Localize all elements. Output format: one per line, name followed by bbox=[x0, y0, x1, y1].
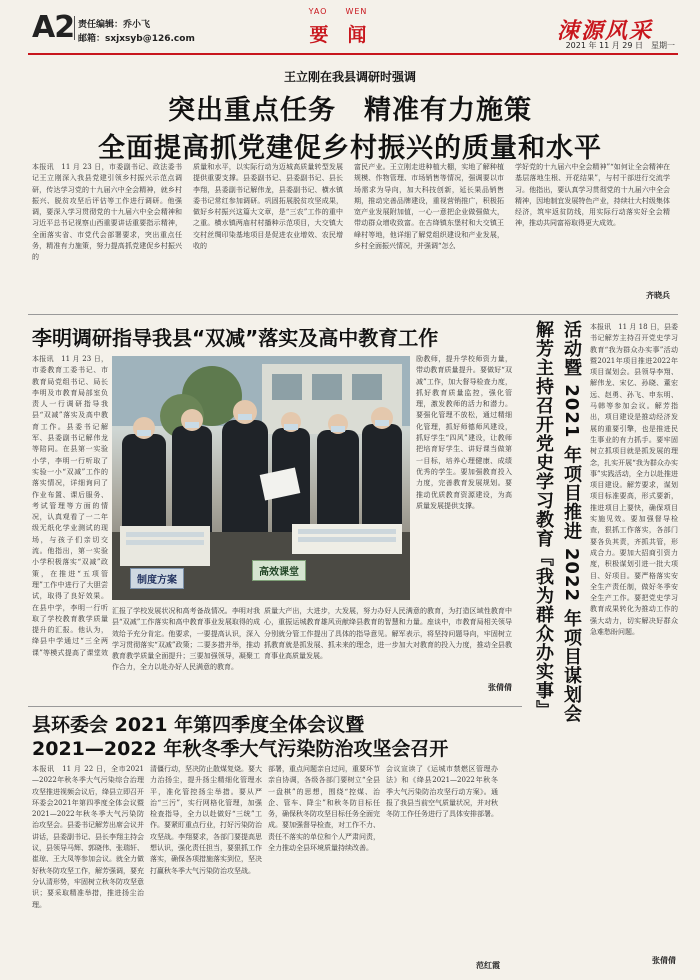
article-3-col-1: 本报讯 11 月 22 日，全市2021—2022年秋冬季大气污染综合治理攻坚推进视频会议后，绛县立即召开环委会2021年第四季度全体会议暨2021—2022年秋冬季大气污染防治攻坚会。县委书记解芳出席会议并讲话，县委副书记、县长李翔主持会议，县领导马辉、郭晓伟、张瑞轩、崔琼、王大凤等参加会议。就全力做好秋冬防攻坚工作，解芳强调，要充分认清形势，牢固树立秋冬防攻坚意识；要采取精准举措，推进扬尘治理。 bbox=[32, 765, 144, 909]
article-2-bottom-col-2: 质量大产出，大进步，大发展，努力办好人民满意的教育，为打造区域性教育中心，重振运城教育雄风贡献绛县教育的智慧和力量。座谈中，市教育局相关领导分别就分管工作提出了具体的指导意见。解军表示，将坚持问题导向，牢固树立抓教育就是抓发展、抓未来的理念，进一步加大对教育的投入力度，推动全县教育事业高质量发展。 bbox=[264, 607, 512, 661]
article-1-byline: 齐晓兵 bbox=[646, 290, 670, 300]
email-line: 邮箱：sxjxsyb@126.com bbox=[78, 34, 195, 44]
article-1-col-4: 学好党的十九届六中全会精神”“如何让全会精神在基层落地生根、开花结果”，与村干部进行交流学习。他指出，要认真学习贯彻党的十九届六中全会精神，因地制宜发展特色产业，持续壮大村级集体经济，筑牢返贫防线，用实际行动落实好全会精神，推动共同富裕取得更大成效。 bbox=[515, 163, 670, 228]
article-1-col-1: 本报讯 11 月 23 日，市委副书记、政法委书记王立刚深入我县党建引领乡村振兴示范点调研，传达学习党的十九届六中全会精神，就乡村振兴、脱贫攻坚后评估等工作进行调研。他强调，要深入学习贯彻党的十九届六中全会精神和习近平总书记视察山西重要讲话重要指示精神，全面落实省、市党代会部署要求，突出重点任务，精准有力施策，努力提高抓党建促乡村振兴的 bbox=[32, 163, 182, 262]
article-2-right-col: 励教师，提升学校师资力量，带动教育质量提升。要做好“双减”工作，加大督导检查力度，抓好教育质量监控，强化管理，激发教师的活力和潜力。要强化管理不放松，通过精细化管理，抓好师德师风建设，抓好学生“四风”建设，让教师把培育好学生、讲好课当做第一目标，培养心理健康、成绩优秀的学生。要加强教育投入力度，完善教育发展规划。要推动优质教育资源建设，为高质量发展提供支撑。 bbox=[416, 355, 512, 510]
section-title: 要 闻 bbox=[309, 24, 367, 46]
photo-board-2: 高效课堂 bbox=[252, 560, 306, 581]
divider-1 bbox=[28, 314, 678, 315]
article-1-col-3: 富民产业。王立刚走进种植大棚，实地了解种植规模、作物管理、市场销售等情况，强调要以市场需求为导向，加大科技创新，延长果品销售期，推动完善品牌建设，重视营销推广，积极拓宽产业发展附加值，一心一意把企业做强做大，带动群众增收致富。在古绛镇东堡村和大交镇王峰村等地，他详细了解党组织建设和产业发展，乡村全面振兴情况，并强调“怎么 bbox=[354, 163, 504, 251]
article-1-kicker: 王立刚在我县调研时强调 bbox=[283, 70, 416, 84]
article-3-byline: 范红霞 bbox=[476, 960, 500, 970]
article-2 bbox=[0, 316, 540, 701]
vertical-headline-1: 解芳主持召开党史学习教育『我为群众办实事』 bbox=[533, 320, 554, 719]
news-photo bbox=[112, 356, 410, 600]
article-1-col-2: 质量和水平，以实际行动为迈城高质量转型发展提供重要支撑。县委副书记、县委副书记、县长李翔，县委副书记解伟龙，县委副书记、横水镇委书记常红参加调研。巩固拓展脱贫攻坚成果，做好乡村振兴这篇大文章，是“三农”工作的重中之重。横水镇两庙村村播种示范项目，大交镇大交村丝绸印染基地项目是促进农业增效、农民增收的 bbox=[193, 163, 343, 251]
page-code: A2 bbox=[32, 10, 75, 45]
article-3-headline-2: 2021—2022 年秋冬季大气污染防治攻坚会召开 bbox=[32, 738, 449, 760]
article-3 bbox=[0, 708, 520, 980]
vertical-article bbox=[524, 316, 684, 980]
vertical-body: 本报讯 11 月 18 日，县委书记解芳主持召开党史学习教育“我为群众办实事”活动暨2021年项目推进2022年项目谋划会。县领导李翔、解伟龙、宋亿、孙晓、董宏远、赵勇、孙飞、申东明、马韩等参加会议。解芳指出，项目建设是推动经济发展的重要引擎，也是推进民生事业的有力抓手。要牢固树立抓项目就是抓发展的理念，扎实开展“我为群众办实事”实践活动，全力以赴推进项目建设。解芳要求，谋划项目标准要高，形式要新，推进项目上要快，确保项目实施见效。要加强督导检查，狠抓工作落实，各部门要各负其责，齐抓共管，形成合力。要加大招商引资力度，积极谋划引进一批大项目、好项目。要严格落实安全生产责任制，做好冬季安全生产工作。要把党史学习教育成果转化为推动工作的强大动力，切实解决好群众急难愁盼问题。 bbox=[590, 323, 678, 637]
article-1 bbox=[0, 58, 700, 308]
article-3-col-4: 会议宣读了《运城市禁燃区管理办法》和《绛县2021—2022年秋冬季大气污染防治攻坚行动方案》。通报了我县当前空气质量状况，并对秋冬防工作任务进行了具体安排部署。 bbox=[386, 765, 498, 819]
article-2-byline: 张倩倩 bbox=[488, 682, 512, 692]
vertical-byline: 张倩倩 bbox=[652, 955, 676, 965]
masthead bbox=[0, 0, 700, 58]
article-2-left-col: 本报讯 11 月 23 日，市委教育工委书记、市教育局党组书记、局长李明及市教育局部室负责人一行调研指导我县“双减”落实及高中教育工作。县委书记解军、县委副书记解伟龙等陪同。在县第一实验小学，李明一行听取了实验一小“双减”工作的落实情况，详细询问了作业布置、课后服务、考试管理等方面的情况，认真观看了一二年级无纸化学业测试的现场，与孩子们亲切交流。他指出，第一实验小学积极落实“双减”政策，在推进“五项管理”工作中进行了大胆尝试，取得了良好效果。在县中学，李明一行听取了学校教育教学质量提升的汇报。他认为，绛县中学通过“三全两课”等模式提高了课堂效 bbox=[32, 355, 108, 657]
article-3-headline-1: 县环委会 2021 年第四季度全体会议暨 bbox=[32, 714, 365, 736]
article-1-headline-1: 突出重点任务 精准有力施策 bbox=[168, 95, 532, 126]
article-2-headline: 李明调研指导我县“双减”落实及高中教育工作 bbox=[32, 326, 439, 350]
photo-board-1: 制度方案 bbox=[130, 568, 184, 589]
article-1-headline-2: 全面提高抓党建促乡村振兴的质量和水平 bbox=[98, 133, 602, 164]
masthead-rule bbox=[28, 53, 678, 55]
masthead-divider bbox=[74, 16, 75, 40]
section-pinyin: YAO WEN bbox=[308, 7, 368, 16]
article-2-bottom-col-1: 汇报了学校发展状况和高考备战情况。李明对我县“双减”工作落实和高中教育事业发展取得的成效给予充分肯定。他要求，一要提高认识，深入学习贯彻落实“双减”政策；二要多措并举，推动教育教学质量全面提升；三要加强领导，凝聚工作合力，全力以赴办好人民满意的教育。 bbox=[112, 607, 260, 672]
editor-line: 责任编辑：乔小飞 bbox=[78, 20, 151, 30]
paper-name: 涑源风采 bbox=[556, 18, 653, 44]
issue-date: 2021 年 11 月 29 日 星期一 bbox=[565, 41, 675, 50]
vertical-headline-2: 活动暨 2021 年项目推进 2022 年项目谋划会 bbox=[561, 320, 582, 724]
article-3-col-2: 清僵行动，坚决防止散煤复烧。要大力治扬尘，提升扬尘精细化管理水平，准化管控扬尘举措。要从严治“三污”，实行网格化管理，加强检查指导，全力以赴做好“三统”工作。要紧盯重点行业，打好污染防治攻坚战。李翔要求，各部门要提高思想认识，强化责任担当，要狠抓工作落实，确保各项措施落实到位，坚决打赢秋冬季大气污染防治攻坚战。 bbox=[150, 765, 262, 875]
divider-2 bbox=[28, 706, 522, 707]
article-3-col-3: 部署，重点问题亲自过问，重要环节亲自协调，各级各部门要树立“全县一盘棋”的思想，围绕“控煤、治企、管车、降尘”和秋冬防目标任务，确保秋冬防攻坚目标任务全面完成。要加强督导检查，对工作不力、责任不落实的单位和个人严肃问责，全力推动全县环境质量持续改善。 bbox=[268, 765, 380, 853]
